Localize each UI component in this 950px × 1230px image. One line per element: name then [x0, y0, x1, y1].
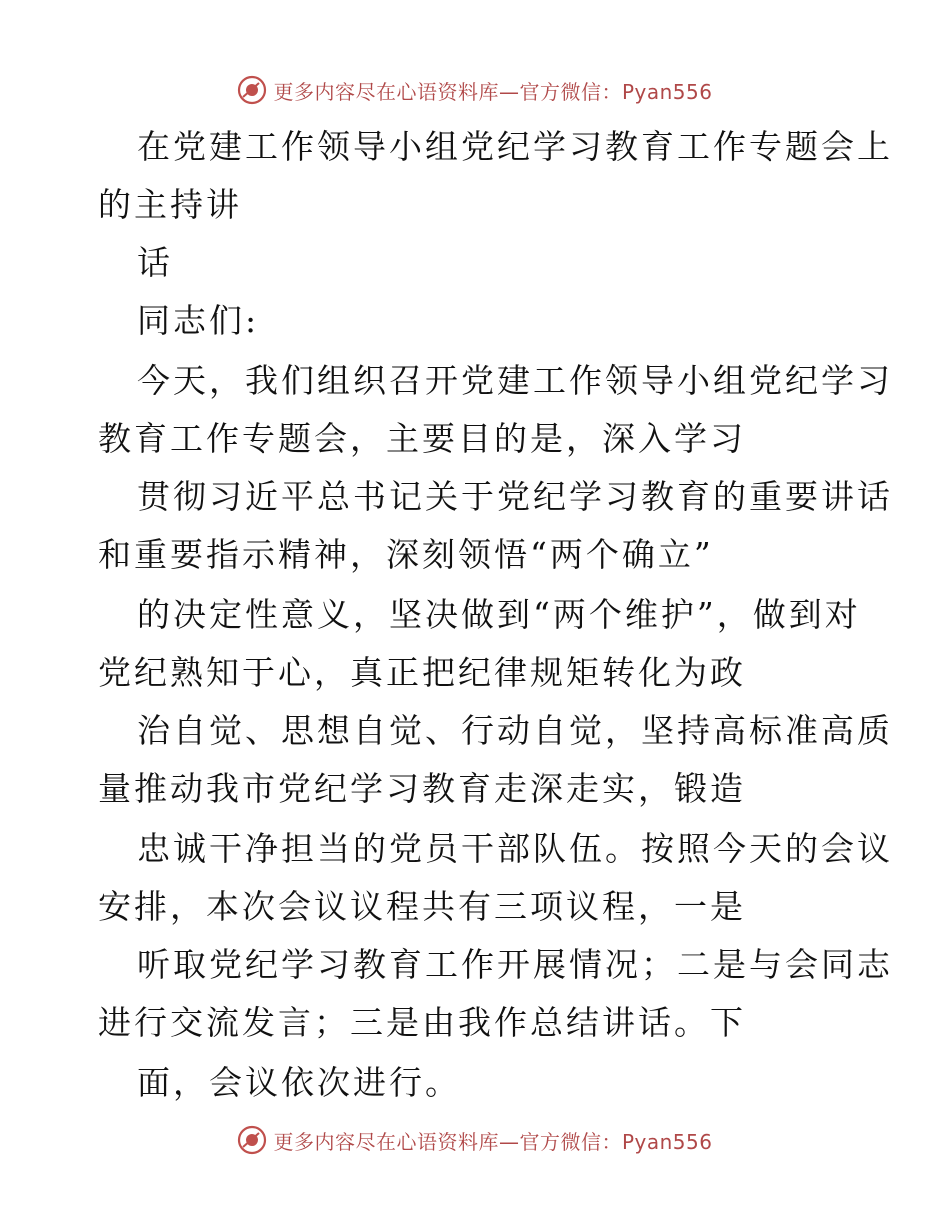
- text-line: 治自觉、思想自觉、行动自觉，坚持高标准高质: [137, 711, 893, 750]
- text-line: 面，会议依次进行。: [137, 1063, 461, 1102]
- header-banner-text: 更多内容尽在心语资料库—官方微信：Pyan556: [273, 79, 713, 104]
- text-line: 同志们:: [137, 301, 260, 340]
- text-line: 进行交流发言；三是由我作总结讲话。下: [98, 1003, 746, 1042]
- text-line: 量推动我市党纪学习教育走深走实，锻造: [98, 769, 746, 808]
- text-line: 和重要指示精神，深刻领悟“两个确立”: [98, 535, 714, 574]
- text-line: 的决定性意义，坚决做到“两个维护”，做到对: [137, 595, 861, 634]
- text-line: 党纪熟知于心，真正把纪律规矩转化为政: [98, 653, 746, 692]
- footer-banner: [0, 1120, 950, 1160]
- text-line: 今天，我们组织召开党建工作领导小组党纪学习: [137, 361, 893, 400]
- text-line: 在党建工作领导小组党纪学习教育工作专题会上: [137, 127, 893, 166]
- text-line: 话: [137, 243, 173, 282]
- seal-logo-icon: [237, 1125, 267, 1155]
- text-line: 教育工作专题会，主要目的是，深入学习: [98, 419, 746, 458]
- text-line: 听取党纪学习教育工作开展情况；二是与会同志: [137, 945, 893, 984]
- footer-banner-text: 更多内容尽在心语资料库—官方微信：Pyan556: [273, 1129, 713, 1154]
- seal-logo-icon: [237, 75, 267, 105]
- header-banner: [0, 70, 950, 110]
- text-line: 贯彻习近平总书记关于党纪学习教育的重要讲话: [137, 477, 893, 516]
- text-line: 安排，本次会议议程共有三项议程，一是: [98, 887, 746, 926]
- text-line: 忠诚干净担当的党员干部队伍。按照今天的会议: [137, 829, 893, 868]
- text-line: 的主持讲: [98, 185, 242, 224]
